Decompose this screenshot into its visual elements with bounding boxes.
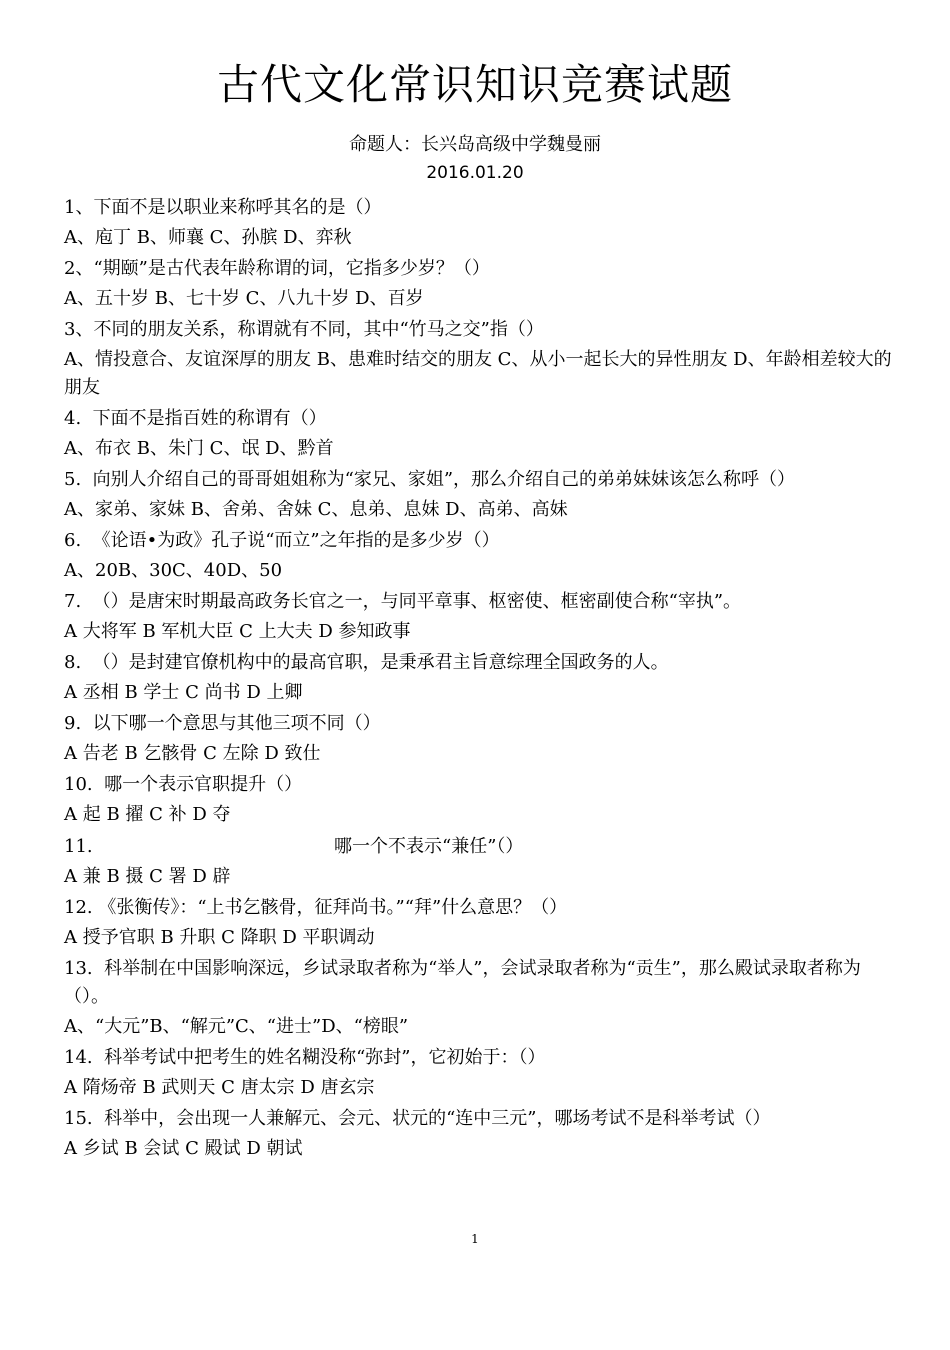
question-block <box>64 710 894 768</box>
question-block <box>64 649 894 707</box>
question-text: 13. 科举制在中国影响深远，乡试录取者称为“举人”，会试录取者称为“贡生”，那么殿试录取者称为（）。 <box>64 958 861 1007</box>
question-block <box>64 894 894 952</box>
question-block <box>64 255 894 313</box>
question-text: 9. 以下哪一个意思与其他三项不同（） <box>64 713 381 734</box>
question-text: 3、不同的朋友关系，称谓就有不同，其中“竹马之交”指（） <box>64 319 544 340</box>
question-options: A 起 B 擢 C 补 D 夺 <box>64 804 231 825</box>
question-options: A、20B、30C、40D、50 <box>64 560 283 581</box>
question-options: A 授予官职 B 升职 C 降职 D 平职调动 <box>64 927 375 948</box>
question-block <box>64 771 894 829</box>
question-text: 2、“期颐”是古代表年龄称谓的词，它指多少岁？（） <box>64 258 490 279</box>
question-text: 7. （）是唐宋时期最高政务长官之一，与同平章事、枢密使、框密副使合称“宰执”。 <box>64 591 742 612</box>
date-line: 2016.01.20 <box>426 163 524 183</box>
question-options: A、布衣 B、朱门 C、氓 D、黔首 <box>64 438 334 459</box>
question-options: A 兼 B 摄 C 署 D 辟 <box>64 866 231 887</box>
author-line: 命题人：长兴岛高级中学魏曼丽 <box>349 134 601 155</box>
question-block <box>64 955 894 1041</box>
question-text <box>64 833 894 861</box>
question-number: 11. <box>64 836 93 857</box>
question-options: A、“大元”B、“解元”C、“进士”D、“榜眼” <box>64 1016 409 1037</box>
question-options: A 乡试 B 会试 C 殿试 D 朝试 <box>64 1138 303 1159</box>
question-block <box>64 1044 894 1102</box>
question-text: 12. 《张衡传》：“上书乞骸骨，征拜尚书。”“拜”什么意思？（） <box>64 897 568 918</box>
document-title: 古代文化常识知识竞赛试题 <box>216 60 733 109</box>
question-block <box>64 527 894 585</box>
question-text: 1、下面不是以职业来称呼其名的是（） <box>64 197 382 218</box>
question-options: A、情投意合、友谊深厚的朋友 B、患难时结交的朋友 C、从小一起长大的异性朋友 D、年龄相差较大的朋友 <box>64 349 892 398</box>
question-options: A 隋炀帝 B 武则天 C 唐太宗 D 唐玄宗 <box>64 1077 375 1098</box>
question-text: 8. （）是封建官僚机构中的最高官职，是秉承君主旨意综理全国政务的人。 <box>64 652 669 673</box>
question-block <box>64 194 894 252</box>
question-block <box>64 588 894 646</box>
question-options: A、庖丁 B、师襄 C、孙膑 D、弈秋 <box>64 227 352 248</box>
question-text: 4. 下面不是指百姓的称谓有（） <box>64 408 327 429</box>
question-block <box>64 316 894 402</box>
question-body: 哪一个不表示“兼任”（） <box>334 836 524 857</box>
page-number: 1 <box>471 1232 479 1246</box>
question-text: 6. 《论语•为政》孔子说“而立”之年指的是多少岁（） <box>64 530 500 551</box>
question-block <box>64 466 894 524</box>
question-options: A 大将军 B 军机大臣 C 上大夫 D 参知政事 <box>64 621 411 642</box>
question-options: A、五十岁 B、七十岁 C、八九十岁 D、百岁 <box>64 288 424 309</box>
question-block <box>64 405 894 463</box>
question-block <box>64 1105 894 1163</box>
question-text: 5. 向别人介绍自己的哥哥姐姐称为“家兄、家姐”，那么介绍自己的弟弟妹妹该怎么称呼（） <box>64 469 796 490</box>
question-options: A 丞相 B 学士 C 尚书 D 上卿 <box>64 682 303 703</box>
question-text: 14. 科举考试中把考生的姓名糊没称“弥封”，它初始于：（） <box>64 1047 546 1068</box>
question-options: A、家弟、家妹 B、舍弟、舍妹 C、息弟、息妹 D、高弟、高妹 <box>64 499 568 520</box>
question-list <box>64 194 894 1166</box>
question-options: A 告老 B 乞骸骨 C 左除 D 致仕 <box>64 743 321 764</box>
question-text: 15. 科举中，会出现一人兼解元、会元、状元的“连中三元”，哪场考试不是科举考试（） <box>64 1108 771 1129</box>
question-text: 10. 哪一个表示官职提升（） <box>64 774 303 795</box>
question-block <box>64 833 894 891</box>
